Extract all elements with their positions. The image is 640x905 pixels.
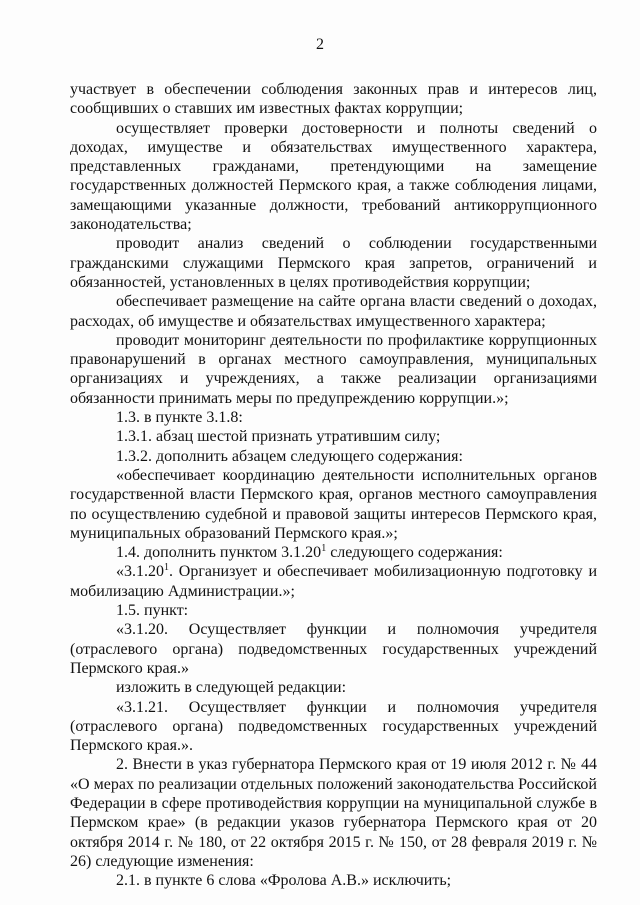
paragraph: «3.1.21. Осуществляет функции и полномочия учредителя (отраслевого органа) подведомственных государственных учреждений Пермского края.». bbox=[70, 698, 597, 755]
page-number: 2 bbox=[316, 36, 324, 53]
paragraph: участвует в обеспечении соблюдения законных прав и интересов лиц, сообщивших о ставших им известных фактах коррупции; bbox=[70, 81, 597, 118]
paragraph-text: 1.4. дополнить пунктом 3.1.20 bbox=[116, 544, 322, 562]
paragraph: «обеспечивает координацию деятельности исполнительных органов государственной власти Пермского края, органов местного самоуправления по осуществлению судебной и правовой защиты интересов Пермского края, муниципальных образований Пермского края.»; bbox=[70, 466, 597, 542]
paragraph: обеспечивает размещение на сайте органа власти сведений о доходах, расходах, об имуществе и обязательствах имущественного характера; bbox=[70, 293, 597, 330]
paragraph: проводит анализ сведений о соблюдении государственными гражданскими служащими Пермского края запретов, ограничений и обязанностей, установленных в целях противодействия коррупции; bbox=[70, 235, 597, 291]
paragraph: 1.5. пункт: bbox=[116, 602, 189, 620]
document-body bbox=[70, 80, 597, 890]
paragraph: 2.1. в пункте 6 слова «Фролова А.В.» исключить; bbox=[116, 872, 452, 890]
paragraph-text: «3.1.20 bbox=[116, 563, 164, 581]
superscript: 1 bbox=[321, 543, 327, 555]
paragraph bbox=[70, 562, 597, 601]
paragraph: 1.3.2. дополнить абзацем следующего содержания: bbox=[116, 447, 463, 465]
paragraph: «3.1.20. Осуществляет функции и полномочия учредителя (отраслевого органа) подведомственных государственных учреждений Пермского края.» bbox=[70, 621, 597, 677]
paragraph: проводит мониторинг деятельности по профилактике коррупционных правонарушений в органах местного самоуправления, муниципальных организациях и учреждениях, а также реализации организациями обязанности принимать меры по предупреждению коррупции.»; bbox=[70, 331, 597, 407]
paragraph: 2. Внести в указ губернатора Пермского края от 19 июля 2012 г. № 44 «О мерах по реализации отдельных положений законодательства Российской Федерации в сфере противодействия коррупции на муниципальной службе в Пермском крае» (в редакции указов губернатора Пермского края от 20 октября 2014 г. № 180, от 22 октября 2015 г. № 150, от 28 февраля 2019 г. № 26) следующие изменения: bbox=[70, 756, 597, 870]
paragraph: 1.3.1. абзац шестой признать утратившим силу; bbox=[116, 428, 441, 446]
superscript: 1 bbox=[164, 562, 169, 574]
paragraph-text: . Организует и обеспечивает мобилизационную подготовку и мобилизацию Администрации.»; bbox=[70, 563, 597, 600]
paragraph-text: следующего содержания: bbox=[326, 544, 503, 562]
paragraph bbox=[70, 543, 597, 562]
paragraph: осуществляет проверки достоверности и полноты сведений о доходах, имуществе и обязательствах имущественного характера, представленных гражданами, претендующими на замещение государственных должностей Пермского края, а также соблюдения лицами, замещающими указанные должности, требований антикоррупционного законодательства; bbox=[70, 119, 597, 234]
paragraph: 1.3. в пункте 3.1.8: bbox=[116, 409, 243, 427]
paragraph: изложить в следующей редакции: bbox=[116, 679, 347, 697]
